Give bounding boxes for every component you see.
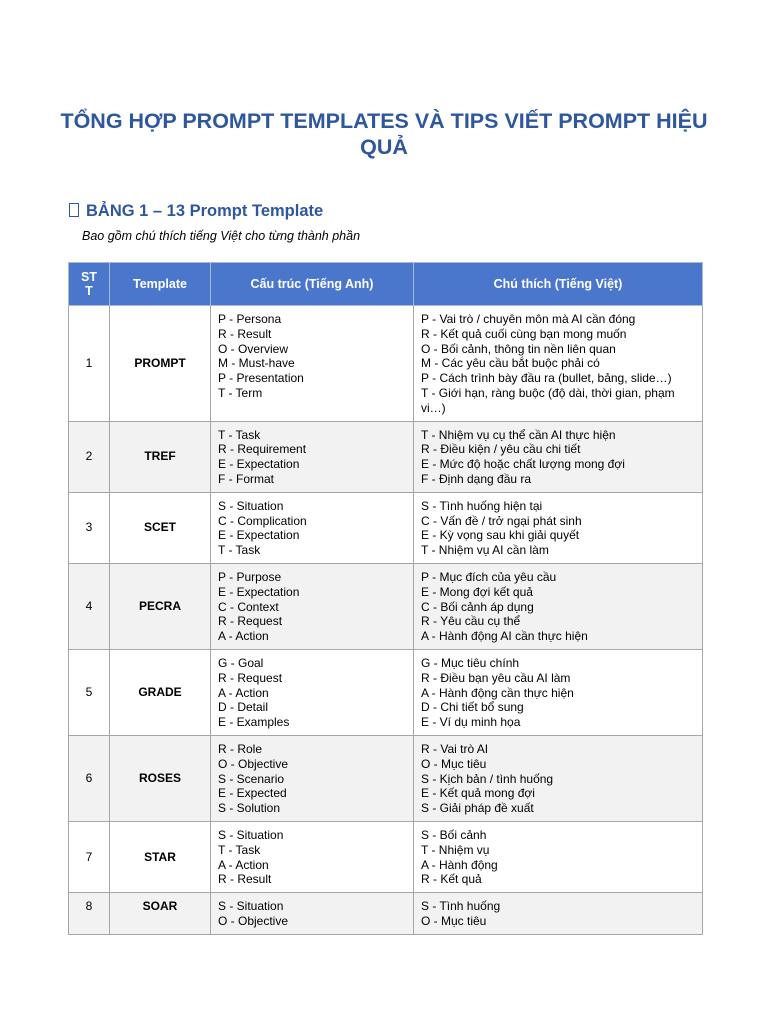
note-line: R - Vai trò AI — [421, 741, 489, 756]
cell-template-name: PROMPT — [110, 306, 211, 422]
structure-line: R - Result — [218, 326, 272, 341]
cell-note — [414, 821, 703, 892]
note-line: E - Mong đợi kết quả — [421, 584, 533, 599]
header-template: Template — [110, 263, 211, 306]
cell-structure — [211, 421, 414, 492]
table-row — [69, 821, 703, 892]
structure-line: O - Objective — [218, 913, 289, 928]
cell-note — [414, 893, 703, 935]
note-line: D - Chi tiết bổ sung — [421, 700, 524, 715]
table-body — [69, 306, 703, 935]
header-stt — [69, 263, 110, 306]
structure-line: S - Situation — [218, 827, 284, 842]
note-line: T - Nhiệm vụ AI cần làm — [421, 543, 549, 558]
note-line: S - Kịch bản / tình huống — [421, 771, 554, 786]
cell-template-name: TREF — [110, 421, 211, 492]
note-line: S - Tình huống hiện tại — [421, 498, 543, 513]
note-line: E - Kết quả mong đợi — [421, 786, 535, 801]
structure-line: M - Must-have — [218, 356, 295, 371]
structure-line: E - Expectation — [218, 457, 300, 472]
note-line: R - Kết quả cuối cùng bạn mong muốn — [421, 326, 627, 341]
structure-line: R - Result — [218, 872, 272, 887]
note-line: M - Các yêu cầu bắt buộc phải có — [421, 356, 600, 371]
cell-template-name: PECRA — [110, 563, 211, 649]
structure-line: T - Task — [218, 543, 261, 558]
cell-stt: 3 — [69, 492, 110, 563]
structure-line: P - Purpose — [218, 569, 282, 584]
table-row — [69, 649, 703, 735]
cell-note — [414, 421, 703, 492]
table-row — [69, 492, 703, 563]
structure-line: E - Expected — [218, 786, 287, 801]
structure-line: D - Detail — [218, 700, 269, 715]
note-line: O - Mục tiêu — [421, 913, 487, 928]
structure-line: A - Action — [218, 685, 269, 700]
structure-line: A - Action — [218, 629, 269, 644]
header-note: Chú thích (Tiếng Việt) — [414, 263, 703, 306]
table-row — [69, 421, 703, 492]
note-line: S - Tình huống — [421, 899, 501, 914]
structure-line: T - Task — [218, 842, 261, 857]
table-row — [69, 735, 703, 821]
table-header-row — [69, 263, 703, 306]
structure-line: E - Examples — [218, 715, 290, 730]
cell-note — [414, 563, 703, 649]
structure-line: S - Situation — [218, 498, 284, 513]
header-structure: Cấu trúc (Tiếng Anh) — [211, 263, 414, 306]
note-line: C - Vấn đề / trở ngại phát sinh — [421, 513, 582, 528]
cell-structure — [211, 821, 414, 892]
cell-structure — [211, 306, 414, 422]
cell-structure — [211, 492, 414, 563]
cell-stt: 7 — [69, 821, 110, 892]
note-line: A - Hành động — [421, 857, 498, 872]
structure-line: R - Role — [218, 741, 263, 756]
structure-line: E - Expectation — [218, 584, 300, 599]
cell-stt: 2 — [69, 421, 110, 492]
note-line: P - Vai trò / chuyên môn mà AI cần đóng — [421, 312, 636, 326]
structure-line: R - Requirement — [218, 442, 307, 457]
note-line: P - Mục đích của yêu cầu — [421, 569, 557, 584]
structure-line: T - Task — [218, 427, 261, 442]
structure-line: A - Action — [218, 857, 269, 872]
note-line: P - Cách trình bày đầu ra (bullet, bảng, slide…) — [421, 371, 672, 386]
cell-structure — [211, 563, 414, 649]
table-row — [69, 563, 703, 649]
structure-line: O - Overview — [218, 341, 289, 356]
note-line: S - Bối cảnh — [421, 827, 487, 842]
structure-line: C - Context — [218, 599, 279, 614]
note-line: E - Kỳ vọng sau khi giải quyết — [421, 528, 580, 543]
structure-line: T - Term — [218, 385, 263, 400]
note-line: T - Giới hạn, ràng buộc (độ dài, thời gian, phạm vi…) — [421, 385, 675, 415]
structure-line: F - Format — [218, 471, 274, 486]
structure-line: P - Presentation — [218, 371, 304, 386]
note-line: R - Kết quả — [421, 872, 482, 887]
note-line: G - Mục tiêu chính — [421, 655, 520, 670]
note-line: O - Bối cảnh, thông tin nền liên quan — [421, 341, 616, 356]
prompt-template-table — [68, 262, 703, 935]
structure-line: R - Request — [218, 614, 283, 629]
cell-structure — [211, 893, 414, 935]
header-stt-label: ST T — [81, 270, 97, 298]
cell-template-name: SOAR — [110, 893, 211, 935]
cell-stt: 4 — [69, 563, 110, 649]
structure-line: O - Objective — [218, 756, 289, 771]
note-line: R - Yêu cầu cụ thể — [421, 614, 521, 629]
cell-template-name: SCET — [110, 492, 211, 563]
cell-stt: 5 — [69, 649, 110, 735]
cell-stt: 1 — [69, 306, 110, 422]
structure-line: S - Solution — [218, 801, 281, 816]
note-line: E - Ví dụ minh họa — [421, 715, 521, 730]
section-heading — [69, 201, 323, 221]
cell-structure — [211, 735, 414, 821]
structure-line: E - Expectation — [218, 528, 300, 543]
table-row — [69, 893, 703, 935]
note-line: O - Mục tiêu — [421, 756, 487, 771]
note-line: T - Nhiệm vụ cụ thể cần AI thực hiện — [421, 427, 616, 442]
structure-line: S - Scenario — [218, 771, 285, 786]
cell-template-name: GRADE — [110, 649, 211, 735]
note-line: R - Điều kiện / yêu cầu chi tiết — [421, 442, 581, 457]
structure-line: S - Situation — [218, 899, 284, 914]
structure-line: P - Persona — [218, 312, 282, 326]
section-heading-text: BẢNG 1 – 13 Prompt Template — [86, 202, 324, 220]
structure-line: C - Complication — [218, 513, 307, 528]
cell-note — [414, 492, 703, 563]
structure-line: G - Goal — [218, 655, 264, 670]
section-subtitle: Bao gồm chú thích tiếng Việt cho từng thành phần — [82, 229, 361, 243]
cell-note — [414, 306, 703, 422]
note-line: C - Bối cảnh áp dụng — [421, 599, 534, 614]
note-line: A - Hành động AI cần thực hiện — [421, 629, 588, 644]
cell-structure — [211, 649, 414, 735]
table-row — [69, 306, 703, 422]
cell-note — [414, 735, 703, 821]
cell-template-name: ROSES — [110, 735, 211, 821]
checkbox-placeholder-icon — [69, 203, 79, 217]
note-line: E - Mức độ hoặc chất lượng mong đợi — [421, 457, 625, 472]
note-line: F - Định dạng đầu ra — [421, 471, 532, 486]
note-line: A - Hành động cần thực hiện — [421, 685, 574, 700]
cell-note — [414, 649, 703, 735]
note-line: T - Nhiệm vụ — [421, 842, 490, 857]
note-line: R - Điều bạn yêu cầu AI làm — [421, 670, 571, 685]
cell-stt: 8 — [69, 893, 110, 935]
page-title: TỔNG HỢP PROMPT TEMPLATES VÀ TIPS VIẾT PROMPT HIỆU QUẢ — [60, 109, 708, 159]
cell-template-name: STAR — [110, 821, 211, 892]
cell-stt: 6 — [69, 735, 110, 821]
structure-line: R - Request — [218, 670, 283, 685]
note-line: S - Giải pháp đề xuất — [421, 801, 534, 816]
